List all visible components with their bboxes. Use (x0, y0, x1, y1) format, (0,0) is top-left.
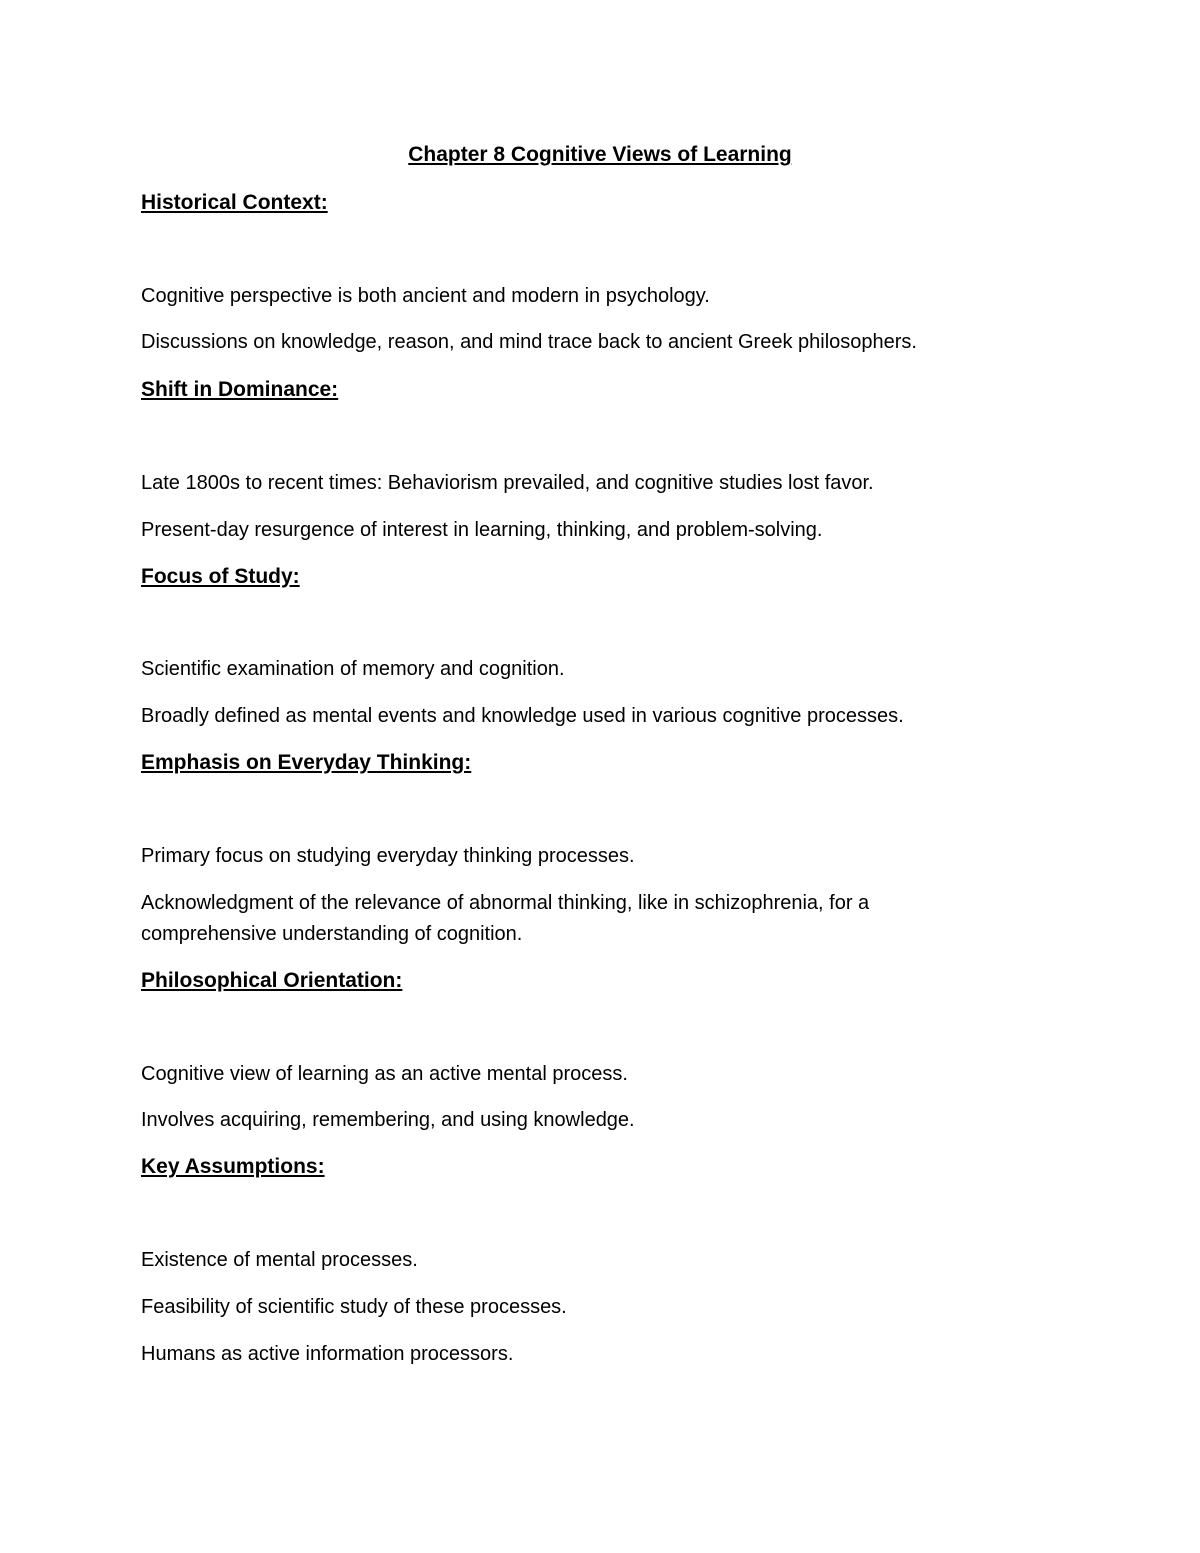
section-heading-shift-in-dominance: Shift in Dominance: (141, 378, 339, 401)
section-heading-focus-of-study: Focus of Study: (141, 565, 300, 588)
section-paragraph: Scientific examination of memory and cognition. (141, 658, 565, 680)
section-paragraph: Acknowledgment of the relevance of abnormal thinking, like in schizophrenia, for a comprehensive understanding of cognition. (141, 892, 870, 945)
section-paragraph: Existence of mental processes. (141, 1249, 418, 1271)
section-heading-key-assumptions: Key Assumptions: (141, 1155, 325, 1178)
section-paragraph: Primary focus on studying everyday thinking processes. (141, 845, 635, 867)
section-heading-historical-context: Historical Context: (141, 191, 328, 214)
document-title: Chapter 8 Cognitive Views of Learning (408, 143, 792, 166)
section-heading-emphasis-on-everyday-thinking: Emphasis on Everyday Thinking: (141, 751, 472, 774)
section-paragraph: Feasibility of scientific study of these processes. (141, 1296, 567, 1318)
section-paragraph: Late 1800s to recent times: Behaviorism prevailed, and cognitive studies lost favor. (141, 472, 874, 494)
section-paragraph: Involves acquiring, remembering, and using knowledge. (141, 1109, 635, 1131)
section-paragraph: Present-day resurgence of interest in learning, thinking, and problem-solving. (141, 519, 823, 541)
section-heading-philosophical-orientation: Philosophical Orientation: (141, 969, 403, 992)
section-paragraph: Cognitive view of learning as an active mental process. (141, 1063, 628, 1085)
section-paragraph: Discussions on knowledge, reason, and mind trace back to ancient Greek philosophers. (141, 331, 917, 353)
section-paragraph: Cognitive perspective is both ancient and modern in psychology. (141, 285, 710, 307)
section-paragraph: Humans as active information processors. (141, 1343, 514, 1365)
section-paragraph: Broadly defined as mental events and knowledge used in various cognitive processes. (141, 705, 904, 727)
